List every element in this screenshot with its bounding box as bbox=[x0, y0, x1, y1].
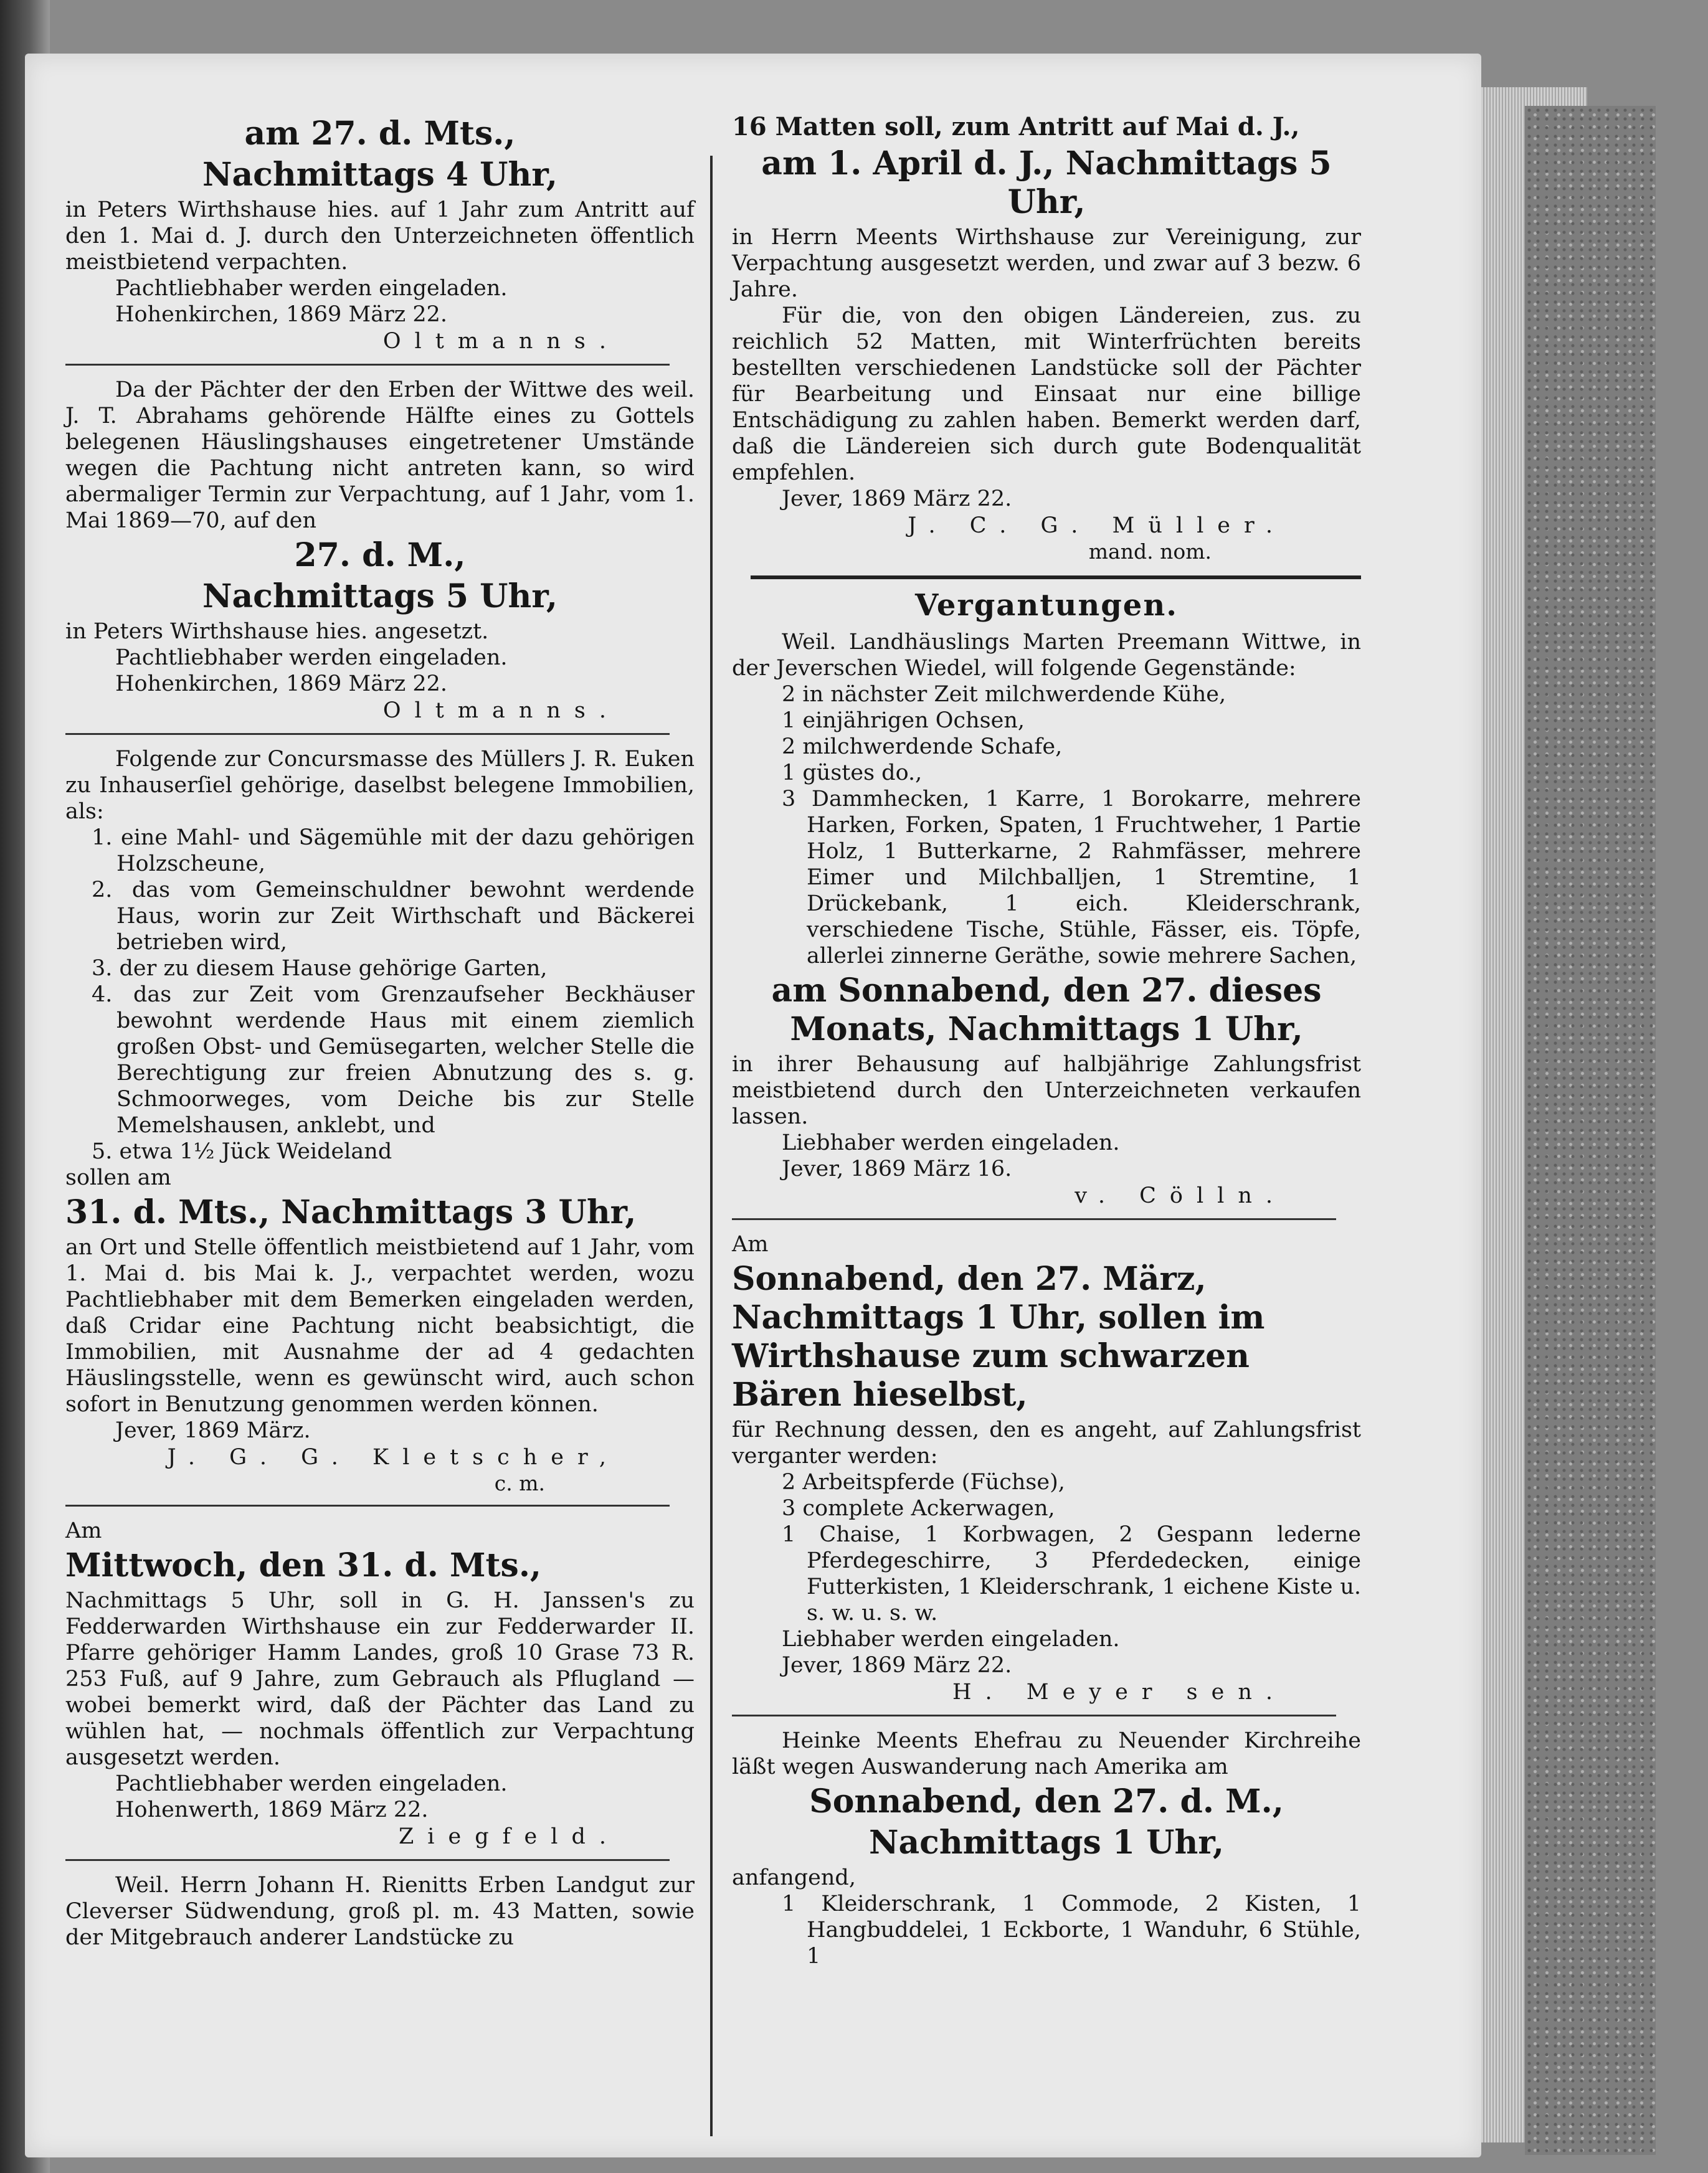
notice-time: Nachmittags 5 Uhr, bbox=[202, 577, 558, 615]
notice-invite: Liebhaber werden eingeladen. bbox=[782, 1130, 1120, 1155]
right-column bbox=[732, 112, 1361, 1969]
list-item: 2 in nächster Zeit milchwerdende Kühe, bbox=[782, 682, 1226, 707]
notice-schwarzer-baer-auction bbox=[732, 1231, 1361, 1706]
notice-body: anfangend, bbox=[732, 1865, 856, 1890]
notice-lease-abrahams bbox=[65, 377, 695, 724]
notice-am: Am bbox=[732, 1232, 769, 1257]
notice-date: am 1. April d. J., Nachmittags 5 Uhr, bbox=[761, 144, 1332, 221]
notice-date: 31. d. Mts., Nachmittags 3 Uhr, bbox=[65, 1193, 637, 1231]
notice-meents-emigration bbox=[732, 1728, 1361, 1969]
notice-place-date: Hohenkirchen, 1869 März 22. bbox=[115, 671, 448, 696]
list-item: 3 complete Ackerwagen, bbox=[782, 1496, 1055, 1521]
column-divider bbox=[710, 156, 713, 2136]
list-item: 2. das vom Gemeinschuldner bewohnt werdende Haus, worin zur Zeit Wirthschaft und Bäckerei betrieben wird, bbox=[92, 878, 695, 955]
section-heading: Vergantungen. bbox=[915, 588, 1178, 623]
list-item: 1 Chaise, 1 Korbwagen, 2 Gespann lederne Pferdegeschirre, 3 Pferdedecken, einige Futterkisten, 1 Kleiderschrank, 1 eichene Kiste u. s. w. u. s. w. bbox=[782, 1522, 1361, 1626]
notice-rienitts-continued bbox=[732, 112, 1361, 564]
notice-date: am 27. d. Mts., bbox=[244, 115, 516, 153]
notice-rienitts-landgut bbox=[65, 1872, 695, 1951]
notice-signature-suffix: c. m. bbox=[494, 1471, 545, 1495]
notice-invite: Liebhaber werden eingeladen. bbox=[782, 1627, 1120, 1652]
notice-sollen: sollen am bbox=[65, 1165, 171, 1190]
notice-place-date: Jever, 1869 März. bbox=[115, 1418, 311, 1443]
list-item: 3. der zu diesem Hause gehörige Garten, bbox=[92, 956, 548, 981]
notice-body-2: in Peters Wirthshause hies. angesetzt. bbox=[65, 619, 489, 644]
notice-body: in ihrer Behausung auf halbjährige Zahlungsfrist meistbietend durch den Unterzeichneten verkaufen lassen. bbox=[732, 1052, 1361, 1129]
notice-continuation: 16 Matten soll, zum Antritt auf Mai d. J., bbox=[732, 112, 1300, 141]
notice-place-date: Jever, 1869 März 22. bbox=[782, 1653, 1012, 1678]
notice-signature: Oltmanns. bbox=[382, 698, 620, 723]
notice-separator bbox=[65, 1505, 670, 1507]
list-item: 3 Dammhecken, 1 Karre, 1 Borokarre, mehrere Harken, Forken, Spaten, 1 Fruchtweher, 1 Partie Holz, 1 Butterkarne, 2 Rahmfässer, mehrere Eimer und Milchballjen, 1 Stremtine, 1 Drückebank, 1 eich. Kleiderschrank, verschiedene Tische, Stühle, Fässer, eis. Töpfe, allerlei zinnerne Geräthe, sowie mehrere Sachen, bbox=[782, 787, 1361, 968]
list-item: 1 güstes do., bbox=[782, 760, 923, 785]
notice-place-date: Hohenwerth, 1869 März 22. bbox=[115, 1797, 429, 1822]
notice-body: an Ort und Stelle öffentlich meistbietend auf 1 Jahr, vom 1. Mai d. bis Mai k. J., verpachtet werden, wozu Pachtliebhaber mit dem Bemerken eingeladen werden, daß Cridar eine Pachtung nicht beabsichtigt, die Immobilien, mit Ausnahme der ad 4 gedachten Häuslingsstelle, wenn es gewünscht wird, auch schon sofort in Benutzung genommen werden können. bbox=[65, 1235, 695, 1417]
notice-body: Weil. Herrn Johann H. Rienitts Erben Landgut zur Cleverser Südwendung, groß pl. m. 43 Matten, sowie der Mitgebrauch anderer Landstücke zu bbox=[65, 1873, 695, 1950]
notice-lease-peters-1 bbox=[65, 115, 695, 355]
notice-place-date: Jever, 1869 März 16. bbox=[782, 1157, 1012, 1181]
notice-fedderwarden-pfarre bbox=[65, 1518, 695, 1850]
notice-separator bbox=[732, 1715, 1336, 1716]
notice-signature: Oltmanns. bbox=[382, 329, 620, 354]
notice-date: am Sonnabend, den 27. dieses Monats, Nachmittags 1 Uhr, bbox=[771, 972, 1322, 1048]
notice-time: Nachmittags 1 Uhr, bbox=[868, 1824, 1225, 1862]
list-item: 4. das zur Zeit vom Grenzaufseher Beckhäuser bewohnt werdende Haus mit einem ziemlich großen Obst- und Gemüsegarten, welcher Stelle die Berechtigung zur freien Abnutzung des s. g. Schmoorweges, vom Deiche bis zur Stelle Memelshausen, anklebt, und bbox=[92, 982, 695, 1138]
notice-invite: Pachtliebhaber werden eingeladen. bbox=[115, 1771, 508, 1796]
notice-separator bbox=[65, 1859, 670, 1861]
notice-signature: J. C. G. Müller. bbox=[908, 513, 1286, 538]
notice-signature: v. Cölln. bbox=[1075, 1183, 1286, 1208]
notice-separator bbox=[732, 1218, 1336, 1220]
notice-signature: H. Meyer sen. bbox=[952, 1680, 1286, 1705]
notice-invite: Pachtliebhaber werden eingeladen. bbox=[115, 276, 508, 301]
notice-separator bbox=[65, 733, 670, 735]
notice-body: in Herrn Meents Wirthshause zur Vereinigung, zur Verpachtung ausgesetzt werden, und zwar auf 3 bezw. 6 Jahre. bbox=[732, 225, 1361, 302]
notice-date: Sonnabend, den 27. d. M., bbox=[809, 1782, 1284, 1820]
notice-signature: J. G. G. Kletscher, bbox=[167, 1445, 620, 1470]
notice-body: Da der Pächter der den Erben der Wittwe des weil. J. T. Abrahams gehörende Hälfte eines zu Gottels belegenen Häuslingshauses eingetretener Umstände wegen die Pachtung nicht antreten kann, so wird abermaliger Termin zur Verpachtung, auf 1 Jahr, vom 1. Mai 1869—70, auf den bbox=[65, 377, 695, 533]
notice-separator bbox=[65, 364, 670, 366]
notice-place-date: Hohenkirchen, 1869 März 22. bbox=[115, 302, 448, 327]
notice-intro: Folgende zur Concursmasse des Müllers J. R. Euken zu Inhauserſiel gehörige, daselbst belegene Immobilien, als: bbox=[65, 747, 695, 824]
notice-concursmasse-euken bbox=[65, 746, 695, 1496]
list-item: 5. etwa 1½ Jück Weideland bbox=[92, 1139, 392, 1164]
notice-preemann-auction bbox=[732, 629, 1361, 1210]
notice-signature-suffix: mand. nom. bbox=[1088, 539, 1212, 564]
notice-date: Mittwoch, den 31. d. Mts., bbox=[65, 1546, 542, 1584]
notice-intro: Heinke Meents Ehefrau zu Neuender Kirchreihe läßt wegen Auswanderung nach Amerika am bbox=[732, 1728, 1361, 1779]
list-item: 1 einjährigen Ochsen, bbox=[782, 708, 1025, 733]
notice-date: Sonnabend, den 27. März, Nachmittags 1 Uhr, sollen im Wirthshause zum schwarzen Bären hieselbst, bbox=[732, 1260, 1265, 1414]
notice-intro: Weil. Landhäuslings Marten Preemann Wittwe, in der Jeverschen Wiedel, will folgende Gegenstände: bbox=[732, 630, 1361, 681]
left-column bbox=[65, 112, 695, 1951]
book-cover bbox=[1525, 106, 1656, 2155]
list-item: 1. eine Mahl- und Sägemühle mit der dazu gehörigen Holzscheune, bbox=[92, 825, 695, 876]
notice-body: für Rechnung dessen, den es angeht, auf Zahlungsfrist verganter werden: bbox=[732, 1418, 1361, 1469]
notice-time: Nachmittags 4 Uhr, bbox=[202, 156, 558, 194]
notice-place-date: Jever, 1869 März 22. bbox=[782, 486, 1012, 511]
notice-invite: Pachtliebhaber werden eingeladen. bbox=[115, 645, 508, 670]
notice-body: in Peters Wirthshause hies. auf 1 Jahr zum Antritt auf den 1. Mai d. J. durch den Unterzeichneten öffentlich meistbietend verpachten. bbox=[65, 197, 695, 275]
notice-signature: Ziegfeld. bbox=[398, 1824, 620, 1849]
notice-body-2: 1 Kleiderschrank, 1 Commode, 2 Kisten, 1 Hangbuddelei, 1 Eckborte, 1 Wanduhr, 6 Stühle, 1 bbox=[782, 1891, 1361, 1969]
notice-date: 27. d. M., bbox=[294, 536, 466, 574]
list-item: 2 milchwerdende Schafe, bbox=[782, 734, 1063, 759]
notice-am: Am bbox=[65, 1518, 102, 1543]
list-item: 2 Arbeitspferde (Füchse), bbox=[782, 1470, 1065, 1495]
notice-body-2: Für die, von den obigen Ländereien, zus. zu reichlich 52 Matten, mit Winterfrüchten bereits bestellten verschiedenen Landstücke soll der Pächter für Bearbeitung und Einsaat nur eine billige Entschädigung zu zahlen haben. Bemerkt werden darf, daß die Ländereien sich durch gute Bodenqualität empfehlen. bbox=[732, 303, 1361, 485]
notice-body: Nachmittags 5 Uhr, soll in G. H. Janssen's zu Fedderwarden Wirthshause ein zur Fedderwarder II. Pfarre gehöriger Hamm Landes, groß 10 Grase 73 R. 253 Fuß, auf 9 Jahre, zum Gebrauch als Pflugland — wobei bemerkt wird, daß der Pächter das Land zu wühlen hat, — nochmals öffentlich zur Verpachtung ausgesetzt werden. bbox=[65, 1588, 695, 1770]
section-separator bbox=[751, 575, 1361, 579]
